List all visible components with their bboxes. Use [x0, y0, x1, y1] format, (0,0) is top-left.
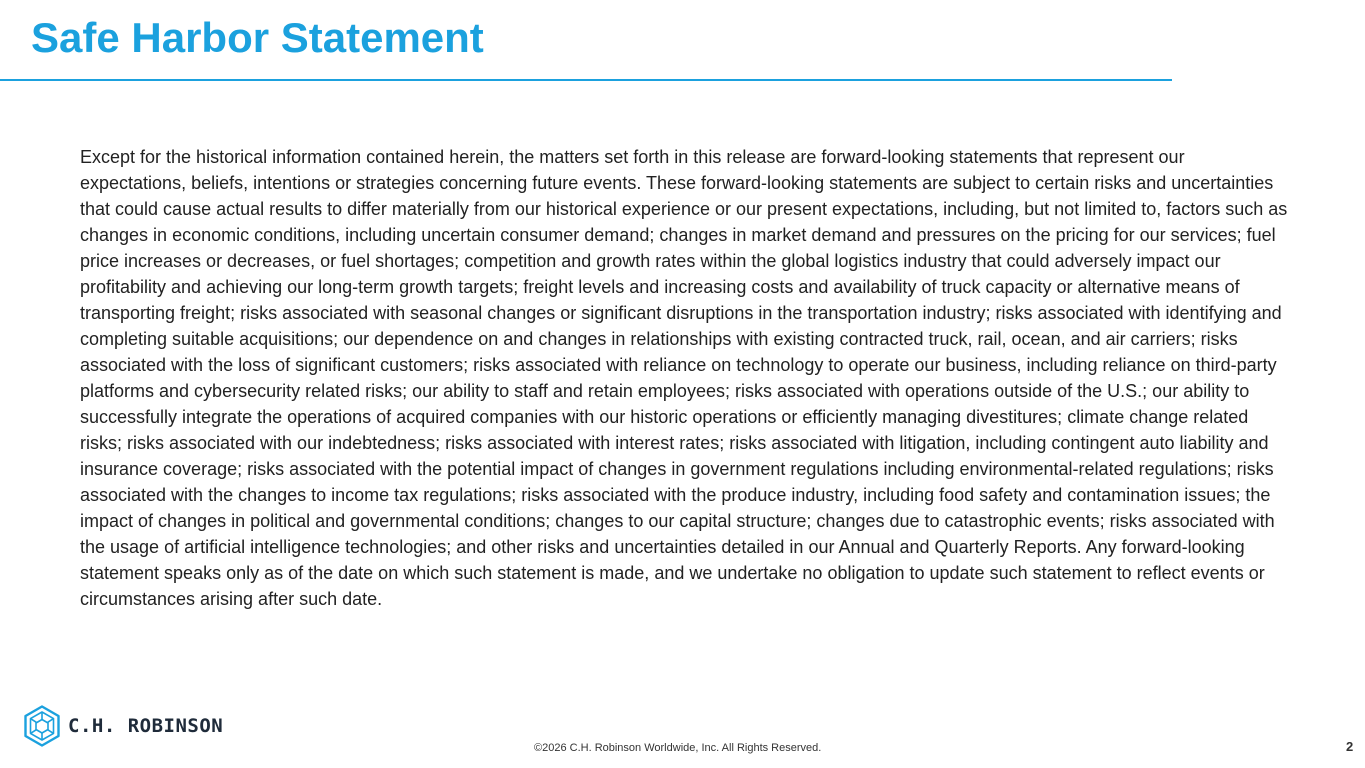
hexagon-cube-icon — [24, 705, 60, 747]
copyright-notice: ©2026 C.H. Robinson Worldwide, Inc. All Rights Reserved. — [534, 742, 822, 754]
slide-title: Safe Harbor Statement — [31, 14, 484, 61]
title-divider — [0, 79, 1172, 81]
safe-harbor-body: Except for the historical information contained herein, the matters set forth in this release are forward-looking statements that represent our expectations, beliefs, intentions or strategies concerning future events. These forward-looking statements are subject to certain risks and uncertainties that could cause actual results to differ materially from our historical experience or our present expectations, including, but not limited to, factors such as changes in economic conditions, including uncertain consumer demand; changes in market demand and pressures on the pricing for our services; fuel price increases or decreases, or fuel shortages; competition and growth rates within the global logistics industry that could adversely impact our profitability and achieving our long-term growth targets; freight levels and increasing costs and availability of truck capacity or alternative means of transporting freight; risks associated with seasonal changes or significant disruptions in the transportation industry; risks associated with identifying and completing suitable acquisitions; our dependence on and changes in relationships with existing contracted truck, rail, ocean, and air carriers; risks associated with the loss of significant customers; risks associated with reliance on technology to operate our business, including reliance on third-party platforms and cybersecurity related risks; our ability to staff and retain employees; risks associated with operations outside of the U.S.; our ability to successfully integrate the operations of acquired companies with our historic operations or efficiently managing divestitures; climate change related risks; risks associated with our indebtedness; risks associated with interest rates; risks associated with litigation, including contingent auto liability and insurance coverage; risks associated with the potential impact of changes in government regulations including environmental-related regulations; risks associated with the changes to income tax regulations; risks associated with the produce industry, including food safety and contamination issues; the impact of changes in political and governmental conditions; changes to our capital structure; changes due to catastrophic events; risks associated with the usage of artificial intelligence technologies; and other risks and uncertainties detailed in our Annual and Quarterly Reports. Any forward-looking statement speaks only as of the date on which such statement is made, and we undertake no obligation to update such statement to reflect events or circumstances arising after such date. — [80, 147, 1288, 609]
logo-wordmark: C.H. ROBINSON — [68, 715, 224, 737]
page-number: 2 — [1346, 739, 1354, 754]
company-logo — [24, 705, 223, 747]
